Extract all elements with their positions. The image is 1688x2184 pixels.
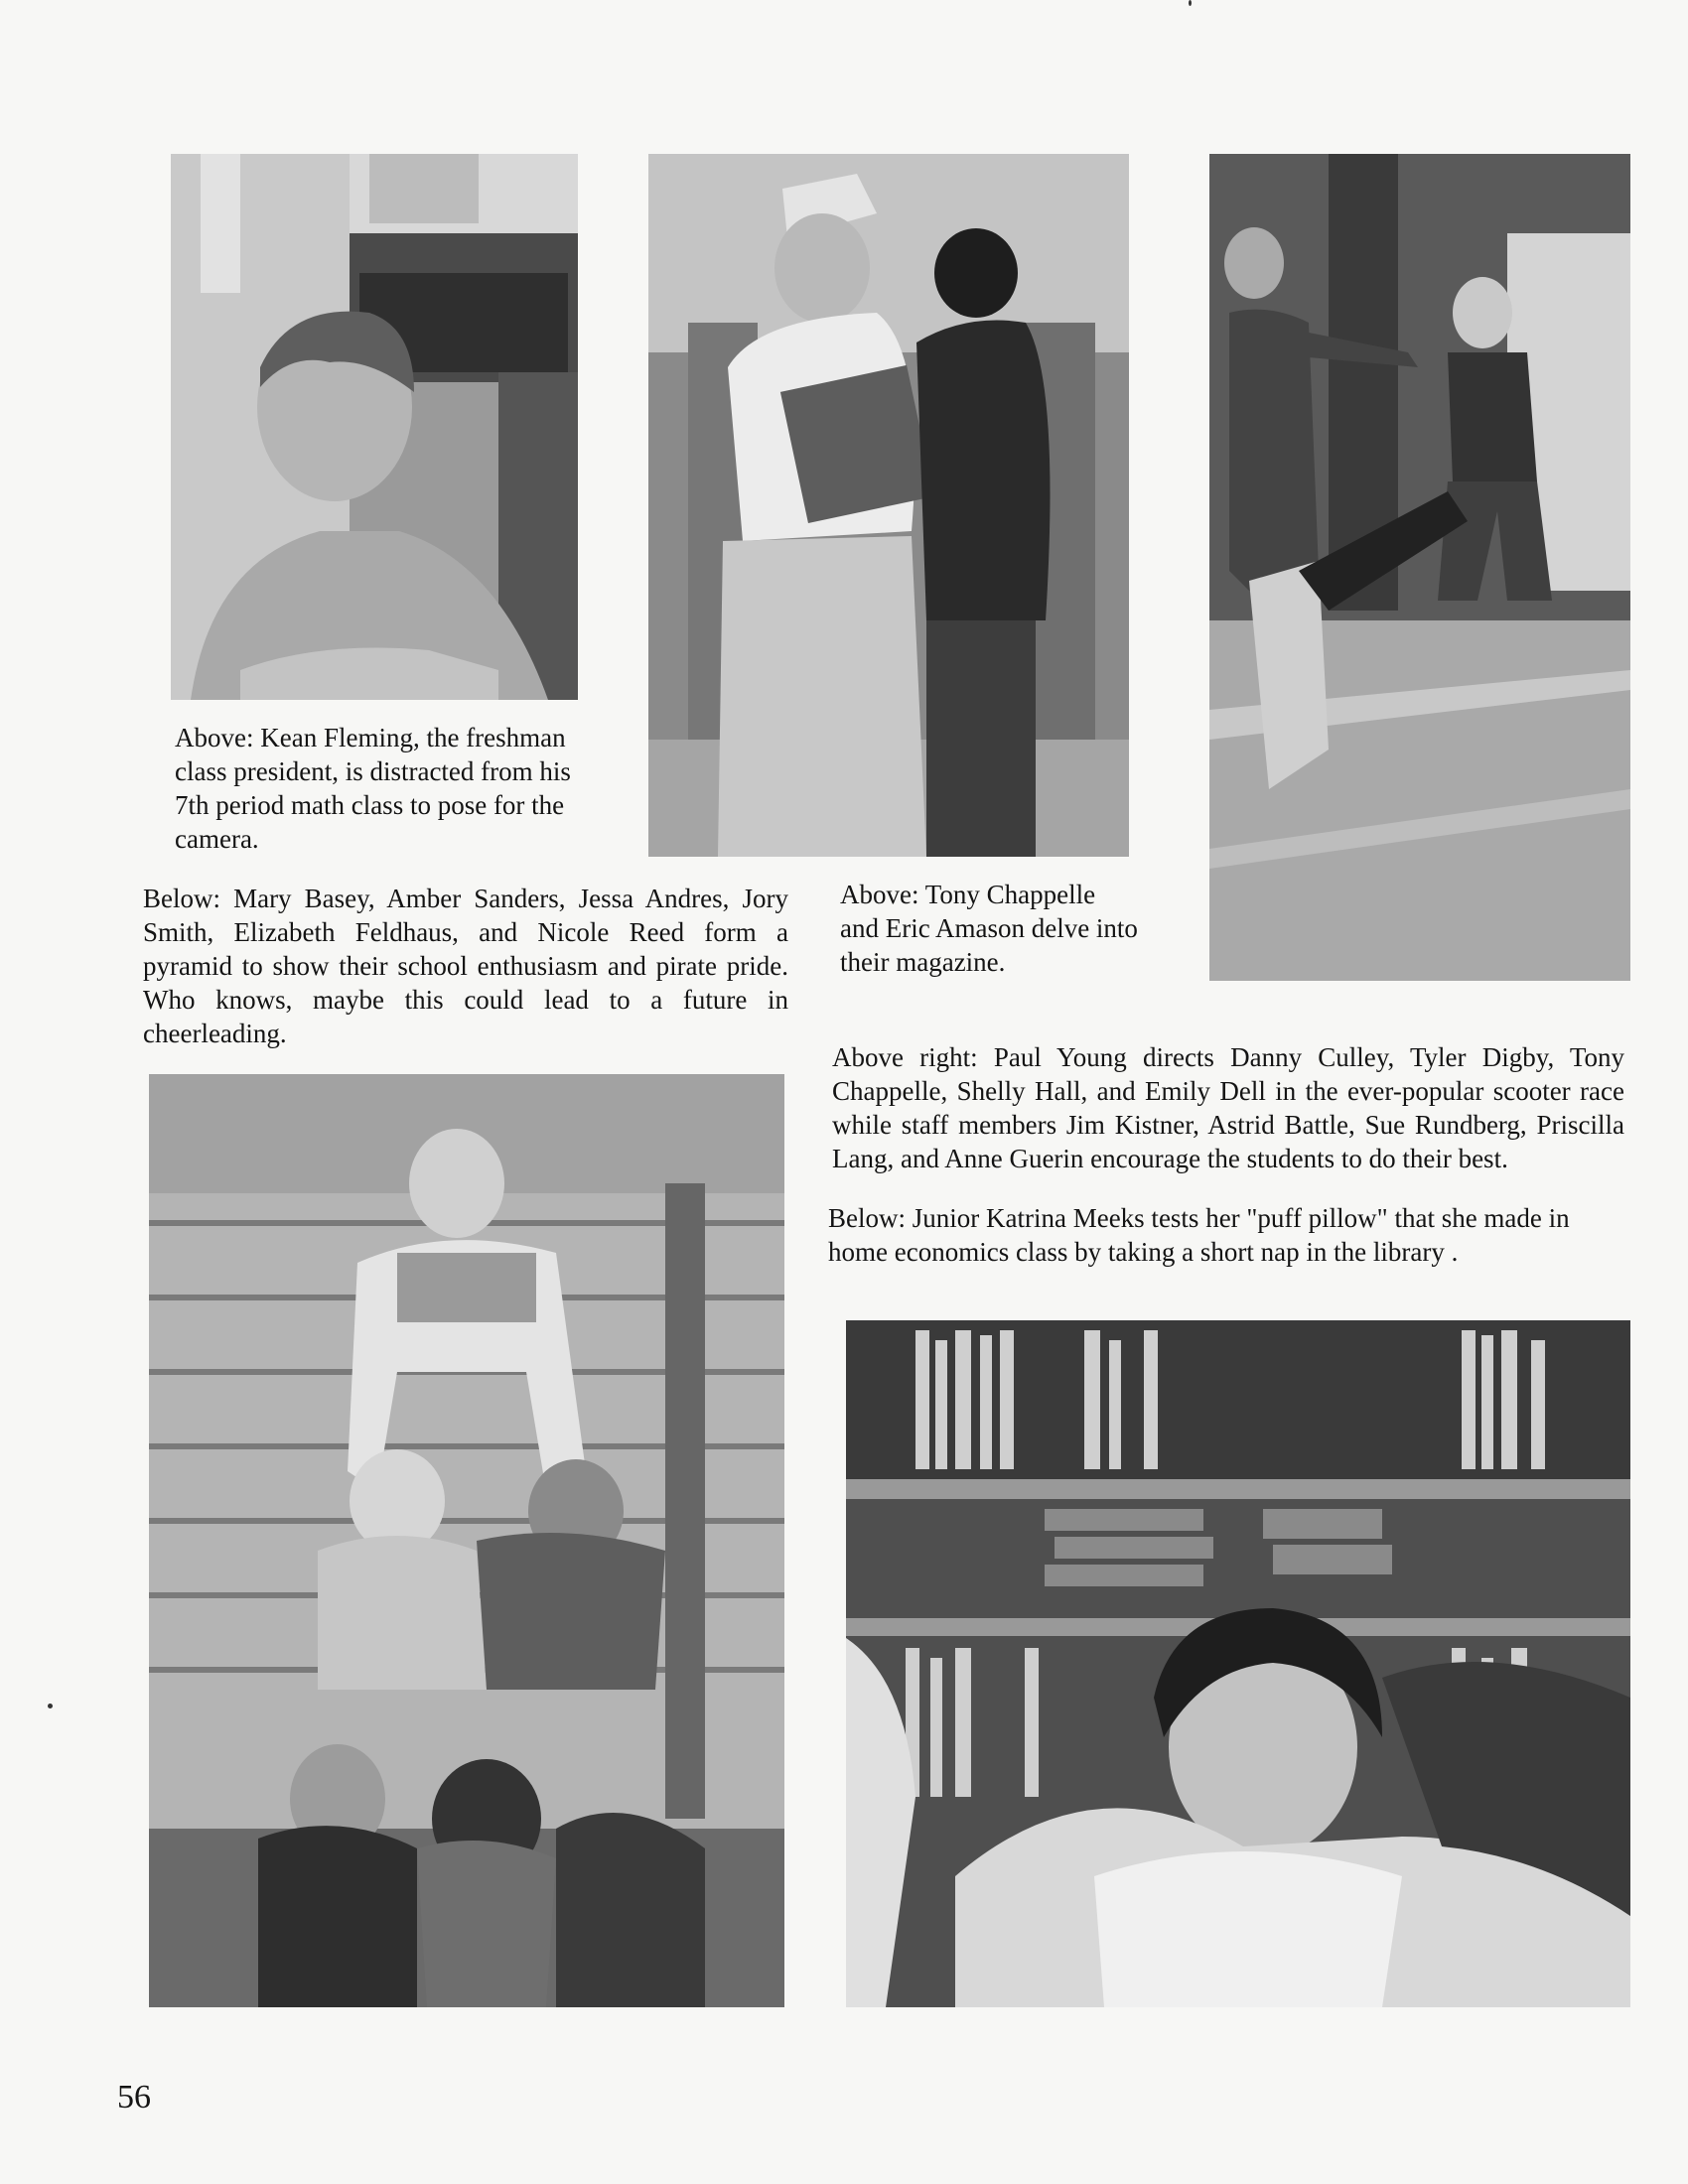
caption-cheer-pyramid: Below: Mary Basey, Amber Sanders, Jessa Andres, Jory Smith, Elizabeth Feldhaus, and Nicole Reed form a pyramid to show their school enthusiasm and pirate pride. Who knows, maybe this could lead to a future in cheerleading. xyxy=(143,884,788,1048)
photo-cheer-pyramid xyxy=(149,1074,784,2007)
scan-speck xyxy=(1189,0,1192,6)
scan-speck xyxy=(48,1704,53,1708)
caption-magazine: Above: Tony Chappelle and Eric Amason delve into their magazine. xyxy=(840,880,1138,977)
photo-library-nap xyxy=(846,1320,1630,2007)
photo-magazine xyxy=(648,154,1129,857)
caption-scooter-race: Above right: Paul Young directs Danny Culley, Tyler Digby, Tony Chappelle, Shelly Hall, and Emily Dell in the ever-popular scooter race while staff members Jim Kistner, Astrid Battle, Sue Rundberg, Priscilla Lang, and Anne Guerin encourage the students to do their best. xyxy=(832,1042,1624,1173)
caption-library-nap: Below: Junior Katrina Meeks tests her "puff pillow" that she made in home economics class by taking a short nap in the library . xyxy=(828,1203,1570,1267)
page-number: 56 xyxy=(117,2079,151,2116)
photo-kean-fleming xyxy=(171,154,578,700)
caption-kean-fleming: Above: Kean Fleming, the freshman class president, is distracted from his 7th period math class to pose for the camera. xyxy=(175,723,571,854)
photo-scooter-race xyxy=(1209,154,1630,981)
